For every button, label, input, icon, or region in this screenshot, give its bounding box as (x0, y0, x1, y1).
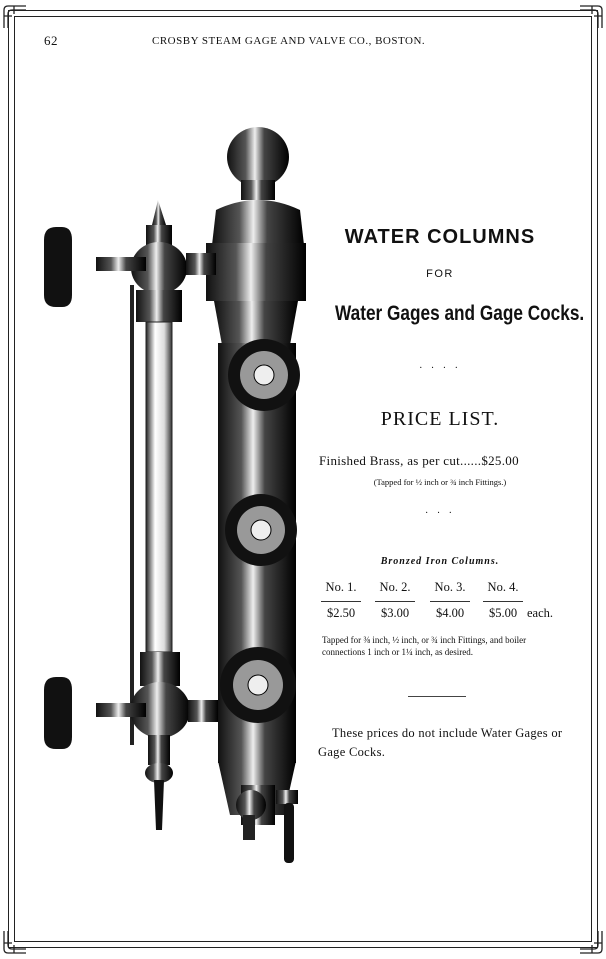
separator-dots: · · · · (419, 363, 461, 374)
column-price: $4.00 (435, 606, 465, 620)
corner-ornament-top-right (578, 4, 604, 30)
page-subtitle: Water Gages and Gage Cocks. (335, 302, 585, 325)
corner-ornament-bottom-left (2, 929, 28, 955)
separator-dots-2: · · · (425, 508, 455, 519)
page-title: WATER COLUMNS (344, 226, 536, 248)
column-rule (483, 601, 523, 602)
column-number: No. 2. (379, 580, 411, 594)
column-number: No. 4. (487, 580, 519, 594)
finished-brass-tapped-note: (Tapped for ½ inch or ¾ inch Fittings.) (373, 477, 507, 487)
finished-brass-price: Finished Brass, as per cut......$25.00 (319, 453, 519, 468)
column-number: No. 3. (434, 580, 466, 594)
column-rule (430, 601, 470, 602)
column-price: $3.00 (380, 606, 410, 620)
price-each-label: each. (527, 606, 554, 620)
column-price: $2.50 (326, 606, 356, 620)
title-connector: FOR (426, 268, 454, 280)
column-price: $5.00 (488, 606, 518, 620)
water-column-illustration (36, 125, 316, 885)
separator-rule (408, 696, 466, 697)
page-number: 62 (44, 33, 58, 48)
prices-exclusion-note: These prices do not include Water Gages or Gage Cocks. (318, 726, 563, 759)
column-rule (321, 601, 361, 602)
bronzed-tapped-note: Tapped for ⅜ inch, ½ inch, or ¾ inch Fittings, and boiler connections 1 inch or 1¼ inch, as desired. (322, 635, 527, 657)
column-number: No. 1. (325, 580, 357, 594)
running-head: CROSBY STEAM GAGE AND VALVE CO., BOSTON. (152, 35, 426, 47)
price-list-heading: PRICE LIST. (380, 408, 500, 430)
page-header (0, 33, 606, 49)
column-rule (375, 601, 415, 602)
corner-ornament-bottom-right (578, 929, 604, 955)
bronzed-iron-heading: Bronzed Iron Columns. (380, 556, 500, 567)
corner-ornament-top-left (2, 4, 28, 30)
